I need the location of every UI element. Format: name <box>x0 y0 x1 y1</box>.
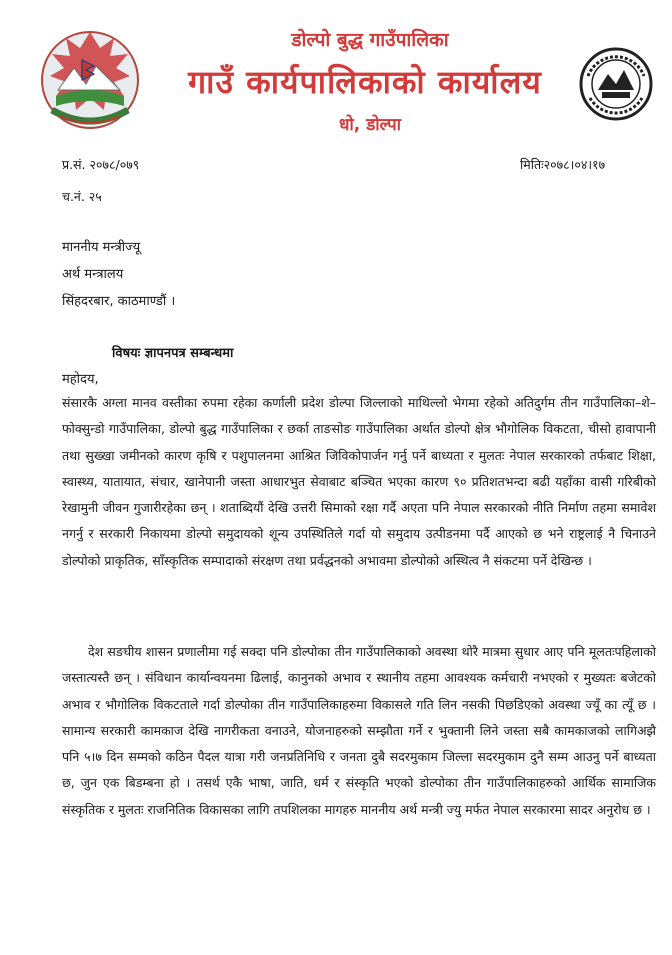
office-title: गाउँ कार्यपालिकाको कार्यालय <box>188 63 542 101</box>
body-paragraph: संसारकै अग्ला मानव वस्तीका रुपमा रहेका कर्णाली प्रदेश डोल्पा जिल्लाको माथिल्लो भेगमा रहेको अतिदुर्गम तीन गाउँपालिका–शे–फोक्सुन्डो गाउँपालिका, डोल्पो बुद्ध गाउँपालिका र छर्का ताङसोङ गाउँपालिका अर्थात डोल्पो क्षेत्र भौगोलिक विकटता, चीसो हावापानी तथा सुख्खा जमीनको कारण कृषि र पशुपालनमा आश्रित जिविकोपार्जन गर्नु पर्ने बाध्यता र मुलतः नेपाल सरकारको तर्फबाट शिक्षा, स्वास्थ्य, यातायात, संचार, खानेपानी जस्ता आधारभुत सेवाबाट बञ्चित भएका कारण ९० प्रतिशतभन्दा बढी यहाँका वासी गरिबीको रेखामुनी जीवन गुजारीरहेका छन् । शताब्दियौं देखि उत्तरी सिमाको रक्षा गर्दै अएता पनि नेपाल सरकारको नीति निर्माण तहमा समावेश नगर्नु र सरकारी निकायमा डोल्पो समुदायको शून्य उपस्थितिले गर्दा यो समुदाय उत्पीडनमा पर्दै आएको छ भने राष्ट्रलाई नै चिनाउने डोल्पोको प्राकृतिक, साँस्कृतिक सम्पादाको संरक्षण तथा प्रर्वद्धनको अभावमा डोल्पोको अस्थित्व नै संकटमा पर्ने देखिन्छ । <box>62 395 656 568</box>
recipient-block <box>62 234 175 315</box>
letterhead <box>0 0 672 145</box>
municipality-name: डोल्पो बुद्ध गाउँपालिका <box>291 29 449 51</box>
municipality-seal-icon <box>578 46 654 122</box>
letter-date: मितिः२०७८।०४।१७ <box>520 157 606 172</box>
salutation: महोदय, <box>62 372 99 387</box>
office-location: धो, डोल्पा <box>338 115 402 135</box>
letter-reference-number: प्र.सं. २०७८/०७९ <box>62 157 140 172</box>
recipient-address: सिंहदरबार, काठमाण्डौं । <box>62 294 176 309</box>
recipient-title: माननीय मन्त्रीज्यू <box>62 240 141 255</box>
letter-subject: विषयः ज्ञापनपत्र सम्बन्धमा <box>112 346 234 361</box>
body-paragraph: देश सङघीय शासन प्रणालीमा गई सक्दा पनि डोल्पोका तीन गाउँपालिकाको अवस्था थोरै मात्रमा सुधार आए पनि मूलतःपहिलाको जस्तात्यस्तै छन् । संविधान कार्यान्वयनमा ढिलाई, कानुनको अभाव र स्थानीय तहमा आवश्यक कर्मचारी नभएको र मुख्यतः बजेटको अभाव र भौगोलिक विकटताले गर्दा डोल्पोका तीन गाउँपालिकाहरुमा विकासले गति लिन नसकी पिछडिएको अवस्था ज्यूँ का त्यूँ छ । सामान्य सरकारी कामकाज देखि नागरीकता वनाउने, योजनाहरुको सम्झौता गर्ने र भुक्तानी लिने जस्ता सबै कामकाजको लागिअझै पनि ५।७ दिन सम्मको कठिन पैदल यात्रा गरी जनप्रतिनिधि र जनता दुबै सदरमुकाम जिल्ला सदरमुकाम दुनै सम्म आउनु पर्ने बाध्यता छ, जुन एक बिडम्बना हो । तसर्थ एकै भाषा, जाति, धर्म र संस्कृति भएको डोल्पोका तीन गाउँपालिकाहरुको आर्थिक सामाजिक संस्कृतिक र मुलतः राजनितिक विकासका लागि तपशिलका मागहरु माननीय अर्थ मन्त्री ज्यु मर्फत नेपाल सरकारमा सादर अनुरोध छ । <box>62 644 656 817</box>
nepal-government-emblem-icon <box>30 18 150 138</box>
dispatch-number: च.नं. २५ <box>62 189 102 204</box>
recipient-ministry: अर्थ मन्त्रालय <box>62 267 124 282</box>
